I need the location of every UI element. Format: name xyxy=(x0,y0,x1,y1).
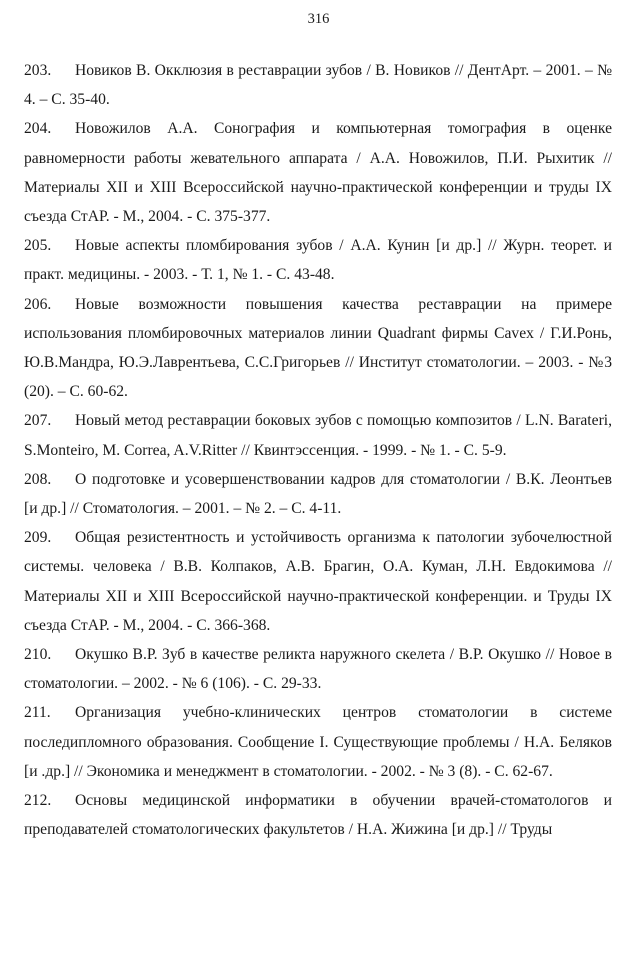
reference-item xyxy=(24,523,612,640)
reference-text: Основы медицинской информатики в обучении врачей-стоматологов и преподавателей стоматологических факультетов / Н.А. Жижина [и др.] // Труды xyxy=(24,792,612,839)
reference-number: 212. xyxy=(24,792,52,810)
reference-number: 208. xyxy=(24,470,52,488)
reference-item xyxy=(24,114,612,231)
page-number: 316 xyxy=(307,11,330,27)
reference-item xyxy=(24,406,612,464)
reference-text: Организация учебно-клинических центров стоматологии в системе последипломного образования. Сообщение I. Существующие проблемы / Н.А. Беляков [и .др.] // Экономика и менеджмент в стоматологии. - 2002. - № 3 (8). - С. 62-67. xyxy=(24,704,612,780)
reference-number: 204. xyxy=(24,120,52,138)
reference-text: Окушко В.Р. Зуб в качестве реликта наружного скелета / В.Р. Окушко // Новое в стоматологии. – 2002. - № 6 (106). - С. 29-33. xyxy=(24,646,612,693)
reference-item xyxy=(24,698,612,786)
reference-item xyxy=(24,465,612,523)
reference-text: Новиков В. Окклюзия в реставрации зубов / В. Новиков // ДентАрт. – 2001. – № 4. – С. 35-40. xyxy=(24,62,612,109)
reference-text: Новые аспекты пломбирования зубов / А.А. Кунин [и др.] // Журн. теорет. и практ. медицины. - 2003. - Т. 1, № 1. - С. 43-48. xyxy=(24,237,612,284)
reference-text: О подготовке и усовершенствовании кадров для стоматологии / В.К. Леонтьев [и др.] // Стоматология. – 2001. – № 2. – С. 4-11. xyxy=(24,470,612,518)
reference-number: 211. xyxy=(24,704,51,722)
reference-text: Общая резистентность и устойчивость организма к патологии зубочелюстной системы. человека / В.В. Колпаков, А.В. Брагин, О.А. Куман, Л.Н. Евдокимова // Материалы XII и XIII Всероссийской научно-практической конференции. и Труды IX съезда СтАР. - М., 2004. - С. 366-368. xyxy=(24,529,612,634)
reference-number: 207. xyxy=(24,412,52,430)
reference-item xyxy=(24,290,612,407)
reference-text: Новые возможности повышения качества реставрации на примере использования пломбировочных материалов линии Quadrant фирмы Cavex / Г.И.Ронь, Ю.В.Мандра, Ю.Э.Лаврентьева, С.С.Григорьев // Институт стоматологии. – 2003. - №3 (20). – С. 60-62. xyxy=(24,295,612,401)
reference-number: 206. xyxy=(24,295,52,313)
reference-item xyxy=(24,640,612,698)
reference-item xyxy=(24,231,612,289)
reference-list xyxy=(24,56,612,844)
reference-number: 205. xyxy=(24,237,52,255)
reference-item xyxy=(24,786,612,844)
reference-number: 210. xyxy=(24,646,52,664)
reference-number: 209. xyxy=(24,529,52,547)
reference-text: Новый метод реставрации боковых зубов с помощью композитов / L.N. Barateri, S.Monteiro, M. Correa, A.V.Ritter // Квинтэссенция. - 1999. - № 1. - С. 5-9. xyxy=(24,412,612,459)
reference-item xyxy=(24,56,612,114)
reference-text: Новожилов А.А. Сонография и компьютерная томография в оценке равномерности работы жевательного аппарата / А.А. Новожилов, П.И. Рыхитик // Материалы XII и XIII Всероссийской научно-практической конференции и труды IX съезда СтАР. - М., 2004. - С. 375-377. xyxy=(24,120,612,226)
reference-number: 203. xyxy=(24,62,52,79)
